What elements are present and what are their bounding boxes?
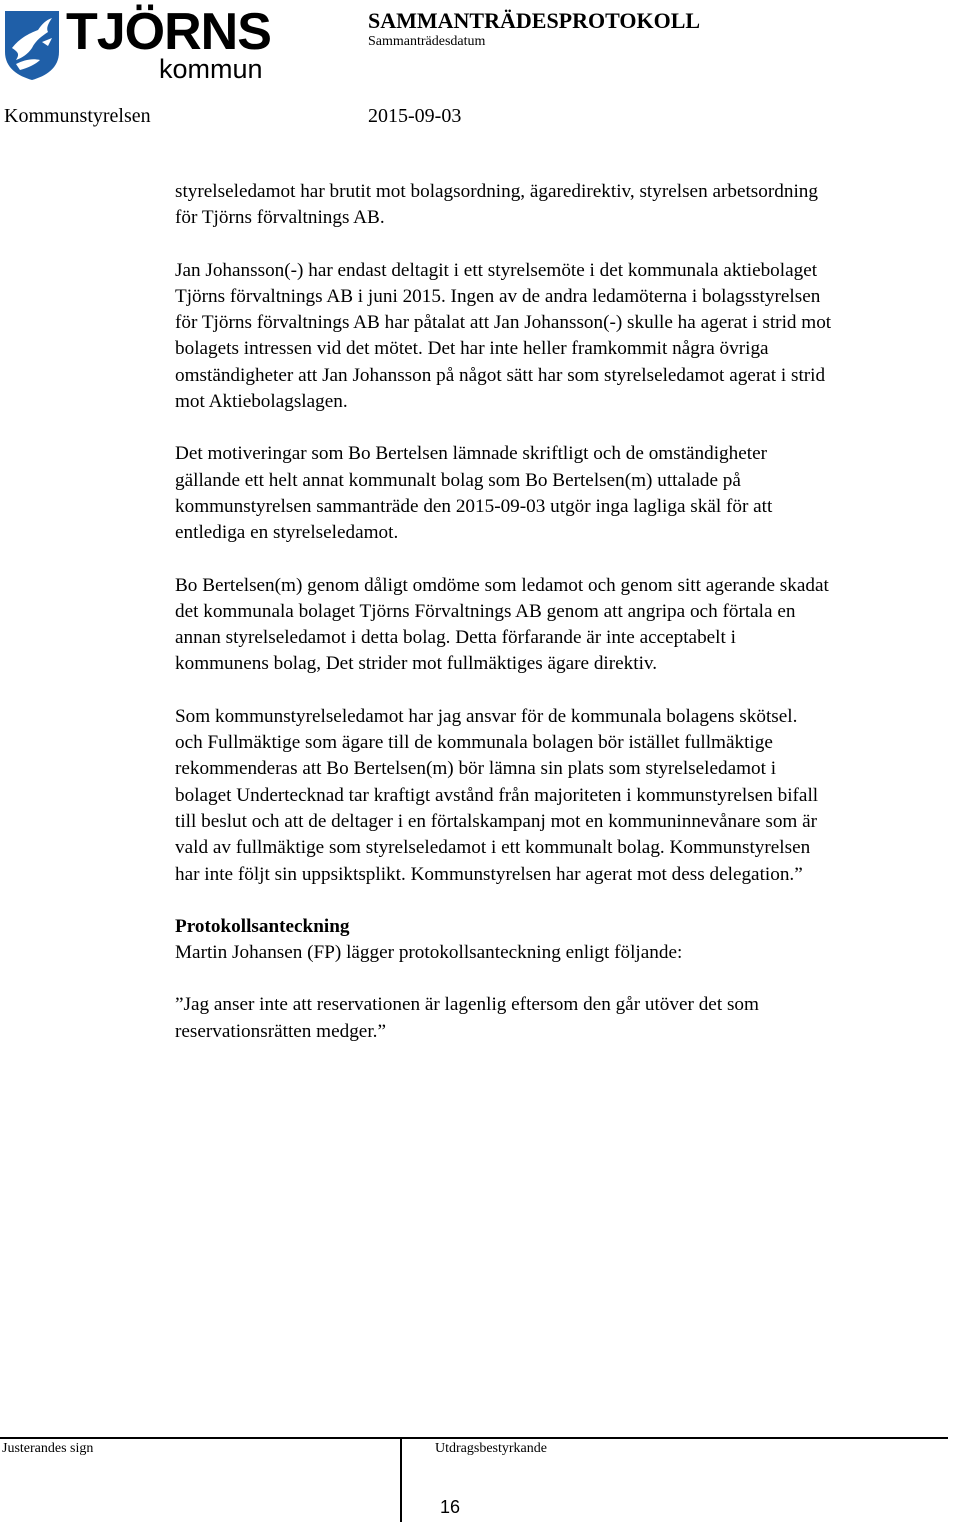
paragraph-2: Jan Johansson(-) har endast deltagit i ett styrelsemöte i det kommunala aktiebolaget Tjörns förvaltnings AB i juni 2015. Ingen av de andra ledamöterna i bolagsstyrelsen för Tjörns förvaltnings AB har påtalat att Jan Johansson(-) skulle ha agerat i strid mot bolagets intressen vid det mötet. Det har inte heller framkommit några övriga omständigheter att Jan Johansson på något sätt har som styrelseledamot agerat i strid mot Aktiebolagslagen. (175, 259, 832, 413)
paragraph-4: Bo Bertelsen(m) genom dåligt omdöme som ledamot och genom sitt agerande skadat det kommunala bolaget Tjörns Förvaltnings AB genom att angripa och förtala en annan styrelseledamot i detta bolag. Detta förfarande är inte acceptabelt i kommunens bolag, Det strider mot fullmäktiges ägare direktiv. (175, 574, 829, 675)
paragraph-3: Det motiveringar som Bo Bertelsen lämnade skriftligt och de omständigheter gällande ett helt annat kommunalt bolag som Bo Bertelsen(m) uttalade på kommunstyrelsen sammanträde den 2015-09-03 utgör inga lagliga skäl för att entlediga en styrelseledamot. (175, 443, 773, 544)
page-number: 16 (440, 1497, 461, 1517)
municipality-logo (2, 4, 272, 84)
governing-body: Kommunstyrelsen (4, 105, 151, 127)
logo-subtitle: kommun (159, 54, 263, 84)
municipal-shield-icon (2, 8, 62, 82)
paragraph-5: Som kommunstyrelseledamot har jag ansvar för de kommunala bolagens skötsel. och Fullmäktige som ägare till de kommunala bolagen bör istället fullmäktige rekommenderas att Bo Bertelsen(m) bör lämna sin plats som styrelseledamot i bolaget Undertecknad tar kraftigt avstånd från majoriteten i kommunstyrelsen bifall till beslut och att de deltager i en förtalskampanj mot en kommuninnevånare som är vald av fullmäktige som styrelseledamot i ett kommunalt bolag. Kommunstyrelsen har inte följt sin uppsiktsplikt. Kommunstyrelsen har agerat mot dess delegation.” (175, 705, 819, 885)
paragraph-6: Martin Johansen (FP) lägger protokollsanteckning enligt följande: (175, 942, 683, 964)
section-heading: Protokollsanteckning (175, 915, 350, 937)
paragraph-7: ”Jag anser inte att reservationen är lagenlig eftersom den går utöver det som reservationsrätten medger.” (175, 994, 759, 1042)
footer-rule (0, 1437, 948, 1439)
extract-certification-label: Utdragsbestyrkande (435, 1441, 547, 1456)
justification-signature-label: Justerandes sign (2, 1441, 94, 1456)
footer-divider (400, 1437, 402, 1522)
meeting-date-label: Sammanträdesdatum (368, 34, 486, 49)
meeting-date: 2015-09-03 (368, 105, 462, 127)
protocol-body (175, 179, 960, 1071)
document-title: SAMMANTRÄDESPROTOKOLL (368, 8, 701, 33)
paragraph-1: styrelseledamot har brutit mot bolagsordning, ägaredirektiv, styrelsen arbetsordning för Tjörns förvaltnings AB. (175, 181, 818, 229)
logo-name: TJÖRNS (66, 3, 271, 61)
